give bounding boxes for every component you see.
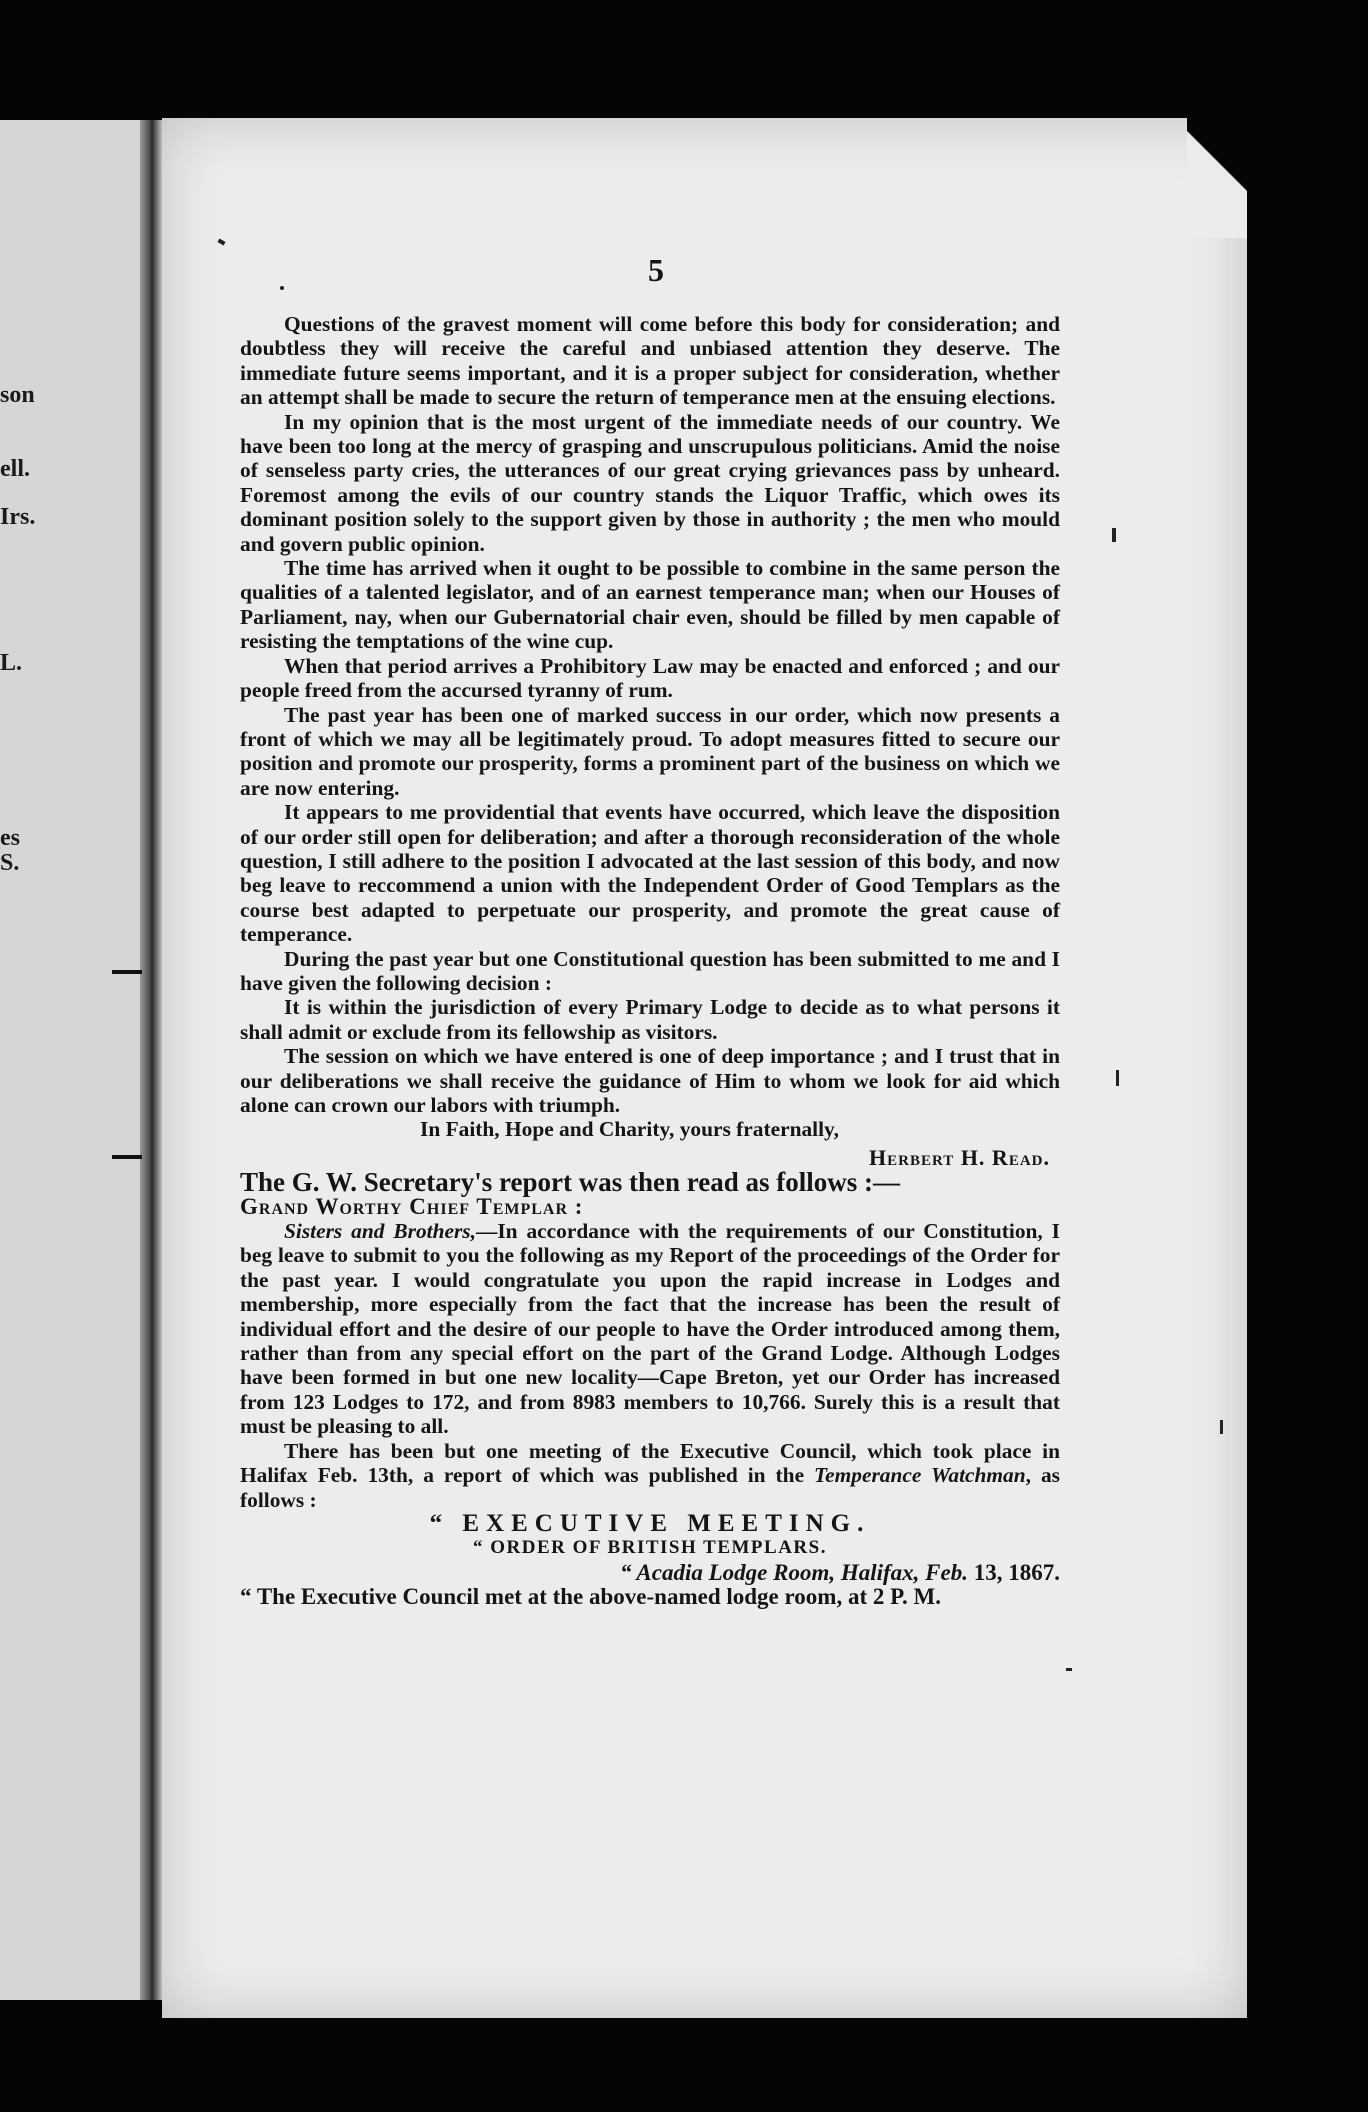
- paragraph: The past year has been one of marked success in our order, which now presents a front of which we may all be legitimately proud. To adopt measures fitted to secure our position and promote our prosperity, forms a prominent part of the business on which we are now entering.: [240, 702, 1060, 800]
- executive-meeting-title: “ EXECUTIVE MEETING.: [429, 1509, 871, 1537]
- scan-speck: [1220, 1420, 1223, 1434]
- scan-speck: [280, 286, 284, 290]
- paragraph: It appears to me providential that events have occurred, which leave the disposition of our order still open for deliberation; and after a thorough reconsideration of the whole question, I still adhere to the position I advocated at the last session of this body, and now beg leave to reccommend a union with the Independent Order of Good Templars as the course best adapted to perpetuate our prosperity, and promote the great cause of temperance.: [240, 800, 1060, 947]
- section-heading: The G. W. Secretary's report was then read as follows :—: [240, 1167, 900, 1198]
- scan-speck: [1116, 1070, 1119, 1086]
- paragraph: The time has arrived when it ought to be possible to combine in the same person the qualities of a talented legislator, and of an earnest temperance man; when our Houses of Parliament, nay, when our Gubernatorial chair even, should be filled by men capable of resisting the temptations of the wine cup.: [240, 556, 1060, 654]
- report-text: —In accordance with the requirements of our Constitution, I beg leave to submit to you the following as my Report of the proceedings of the Order for the past year. I would congratulate you upon the rapid increase in Lodges and membership, more especially from the fact that the increase has been the result of individual effort and the desire of our people to have the Order introduced among them, rather than from any special effort on the part of the Grand Lodge. Although Lodges have been formed in but one new locality—Cape Breton, yet our Order has increased from 123 Lodges to 172, and from 8983 members to 10,766. Surely this is a result that must be pleasing to all.: [240, 1219, 1060, 1439]
- paragraph: During the past year but one Constitutional question has been submitted to me and I have given the following decision :: [240, 946, 1060, 995]
- report-text: , as follows :: [240, 1463, 1060, 1512]
- paragraph: Questions of the gravest moment will come before this body for consideration; and doubtless they will receive the careful and unbiased attention they deserve. The immediate future seems important, and it is a proper subject for consideration, whether an attempt shall be made to secure the return of temperance men at the ensuing elections.: [240, 312, 1060, 410]
- left-page-fragment: ell.: [0, 456, 30, 482]
- gutter-mark: [112, 1155, 142, 1159]
- book-gutter: [140, 120, 162, 2000]
- left-page-fragment: Irs.: [0, 504, 36, 530]
- salutation: Grand Worthy Chief Templar :: [240, 1193, 584, 1219]
- executive-meeting-subtitle: “ ORDER OF BRITISH TEMPLARS.: [473, 1537, 827, 1559]
- page-body: [240, 312, 1060, 1610]
- signature: Herbert H. Read.: [869, 1144, 1050, 1170]
- report-paragraph: [240, 1219, 1060, 1439]
- paragraph: In my opinion that is the most urgent of the immediate needs of our country. We have been too long at the mercy of grasping and unscrupulous politicians. Amid the noise of senseless party cries, the utterances of our great crying grievances pass by unheard. Foremost among the evils of our country stands the Liquor Traffic, which owes its dominant position solely to the support given by those in authority ; the men who mould and govern public opinion.: [240, 409, 1060, 556]
- previous-page-edge: [0, 120, 150, 2000]
- closing-line: In Faith, Hope and Charity, yours fraternally,: [420, 1117, 839, 1142]
- dateline-place: “ Acadia Lodge Room, Halifax, Feb.: [620, 1559, 968, 1585]
- report-text: There has been but one meeting of the Executive Council, which took place in Halifax Feb. 13th, a report of which was published in the: [240, 1438, 1060, 1488]
- page-corner: [1187, 118, 1247, 238]
- paragraph: The session on which we have entered is one of deep importance ; and I trust that in our deliberations we shall receive the guidance of Him to whom we look for aid which alone can crown our labors with triumph.: [240, 1044, 1060, 1117]
- page-number: 5: [648, 252, 664, 288]
- report-paragraph: [240, 1439, 1060, 1512]
- left-page-fragment: S.: [0, 850, 20, 876]
- executive-dateline: [240, 1561, 1060, 1585]
- paragraph: When that period arrives a Prohibitory Law may be enacted and enforced ; and our people freed from the accursed tyranny of rum.: [240, 653, 1060, 703]
- scan-speck: [1112, 528, 1116, 542]
- dateline-date: 13, 1867.: [968, 1559, 1060, 1585]
- scan-speck: [1066, 1668, 1072, 1671]
- left-page-fragment: L.: [0, 650, 23, 676]
- left-page-fragment: es: [0, 825, 20, 851]
- left-page-fragment: son: [0, 382, 35, 408]
- paragraph: It is within the jurisdiction of every Primary Lodge to decide as to what persons it shall admit or exclude from its fellowship as visitors.: [240, 995, 1060, 1044]
- executive-minutes-line: “ The Executive Council met at the above-named lodge room, at 2 P. M.: [240, 1584, 942, 1610]
- gutter-mark: [112, 970, 142, 974]
- publication-name: Temperance Watchman: [814, 1463, 1026, 1488]
- report-salutation: Sisters and Brothers,: [284, 1219, 476, 1244]
